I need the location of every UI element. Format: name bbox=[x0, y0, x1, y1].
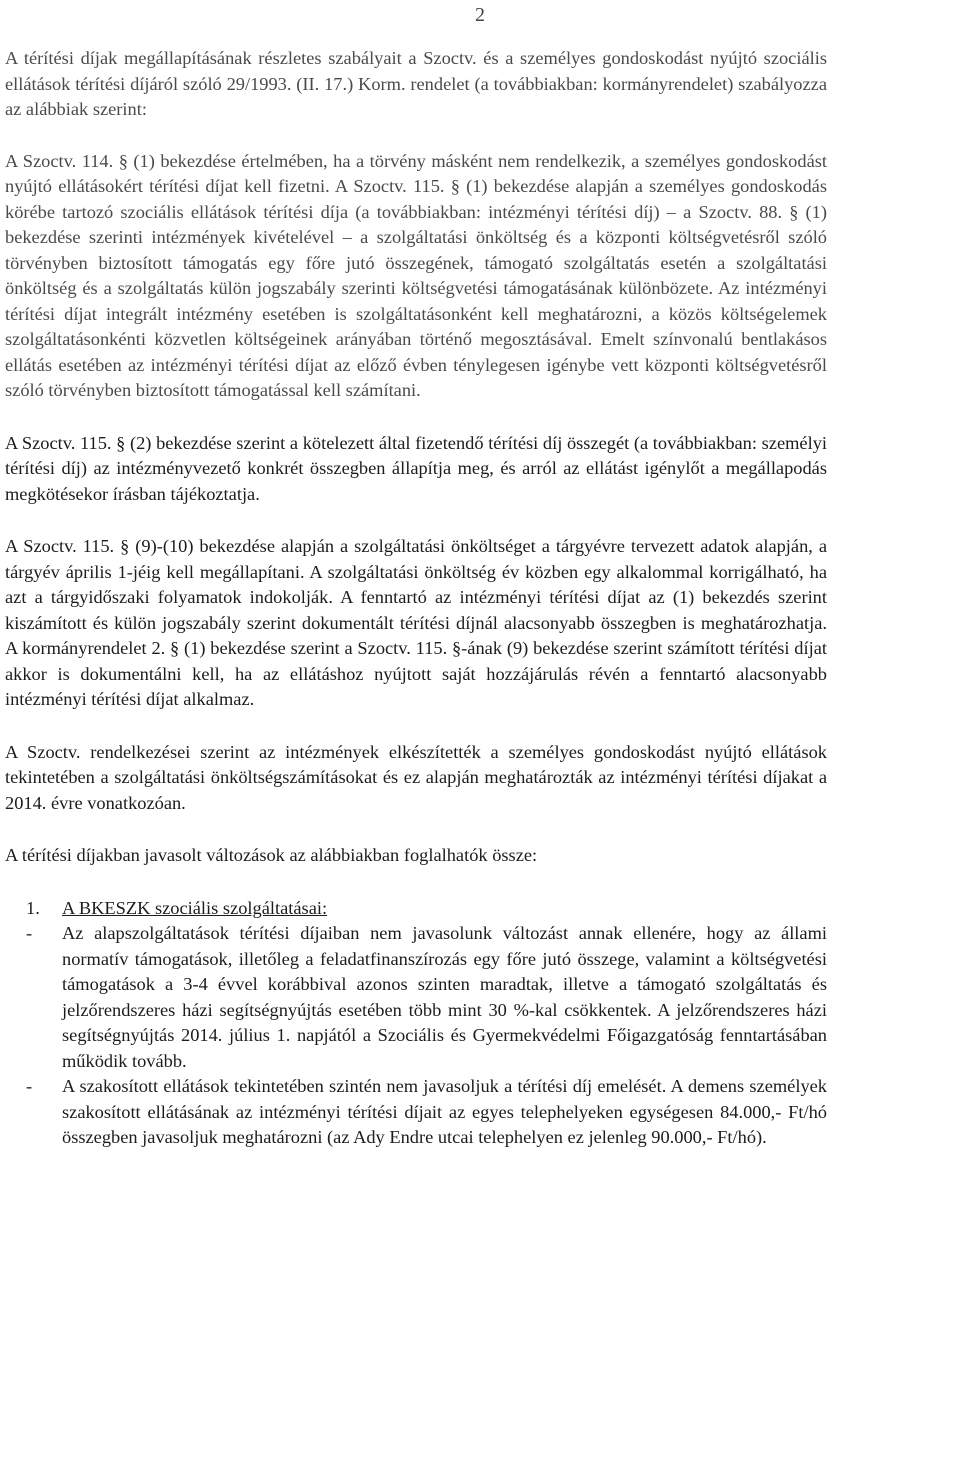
list-marker: - bbox=[26, 923, 33, 943]
document-body bbox=[5, 46, 827, 1151]
list-item-text: A szakosított ellátások tekintetében szintén nem javasoljuk a térítési díj emelését. A demens személyek szakosított ellátásának az intézményi térítési díjait az egyes telephelyeken egységesen 84.000,- Ft/hó összegben javasoljuk meghatározni (az Ady Endre utcai telephelyen ez jelenleg 90.000,- Ft/hó). bbox=[62, 1076, 827, 1147]
list-marker: - bbox=[26, 1076, 33, 1096]
paragraph-szoctv-115-2: A Szoctv. 115. § (2) bekezdése szerint a kötelezett által fizetendő térítési díj összegét (a továbbiakban: személyi térítési díj) az intézményvezető konkrét összegben állapítja meg, és arról az ellátást igénylőt a megállapodás megkötésekor írásban tájékoztatja. bbox=[5, 432, 827, 504]
paragraph-szoctv-115-9-10: A Szoctv. 115. § (9)-(10) bekezdése alapján a szolgáltatási önköltséget a tárgyévre tervezett adatok alapján, a tárgyév április 1-jéig kell megállapítani. A szolgáltatási önköltség év közben egy alkalommal korrigálható, ha azt a tárgyidőszaki folyamatok indokolják. A fenntartó az intézményi térítési díjat az (1) bekezdés szerint kiszámított és külön jogszabály szerint dokumentált térítési díjnál alacsonyabb összegben is meghatározhatja. A kormányrendelet 2. § (1) bekezdése szerint a Szoctv. 115. §-ának (9) bekezdése szerint számított térítési díjat akkor is dokumentálni kell, ha az ellátáshoz nyújtott saját hozzájárulás révén a fenntartó alacsonyabb intézményi térítési díjat alkalmaz. bbox=[5, 536, 827, 709]
list-item-szakositott bbox=[5, 1074, 827, 1151]
paragraph-onkoltseg: A Szoctv. rendelkezései szerint az intézmények elkészítették a személyes gondoskodást nyújtó ellátások tekintetében a szolgáltatási önköltségszámításokat és ez alapján meghatározták az intézményi térítési díjakat a 2014. évre vonatkozóan. bbox=[5, 741, 827, 813]
list-marker: 1. bbox=[26, 897, 40, 918]
list-heading: A BKESZK szociális szolgáltatásai: bbox=[62, 897, 328, 918]
paragraph-szoctv-114: A Szoctv. 114. § (1) bekezdése értelmében, ha a törvény másként nem rendelkezik, a személyes gondoskodást nyújtó ellátásokért térítési díjat kell fizetni. A Szoctv. 115. § (1) bekezdése alapján a személyes gondoskodás körébe tartozó szociális ellátások térítési díja (a továbbiakban: intézményi térítési díj) – a Szoctv. 88. § (1) bekezdése szerinti intézmények kivételével – a szolgáltatási önköltség és a központi költségvetésről szóló törvényben biztosított támogatás egy főre jutó összegének, támogató szolgáltatás esetén a szolgáltatási önköltség és a szolgáltatás külön jogszabály szerinti költségvetési támogatásának különbözete. Az intézményi térítési díjat integrált intézmény esetében is szolgáltatásonként kell meghatározni, a közös költségelemek szolgáltatásonkénti közvetlen költségeinek arányában történő megosztásával. Emelt színvonalú bentlakásos ellátás esetében az intézményi térítési díjat az előző évben ténylegesen igénybe vett központi költségvetésről szóló törvényben biztosított támogatással kell számítani. bbox=[5, 150, 827, 400]
list-item-alapszolgaltatasok bbox=[5, 921, 827, 1074]
page-number: 2 bbox=[475, 4, 485, 26]
list-item-text: Az alapszolgáltatások térítési díjaiban nem javasolunk változást annak ellenére, hogy az állami normatív támogatások, illetőleg a feladatfinanszírozás egy főre jutó összege, valamint a költségvetési támogatások a 3-4 évvel korábbival azonos szinten maradtak, illetve a támogató szolgáltatás és jelzőrendszeres házi segítségnyújtás esetében több mint 30 %-kal csökkentek. A jelzőrendszeres házi segítségnyújtás 2014. július 1. napjától a Szociális és Gyermekvédelmi Főigazgatóság fenntartásában működik tovább. bbox=[62, 923, 827, 1071]
paragraph-intro: A térítési díjak megállapításának részletes szabályait a Szoctv. és a személyes gondoskodást nyújtó szociális ellátások térítési díjáról szóló 29/1993. (II. 17.) Korm. rendelet (a továbbiakban: kormányrendelet) szabályozza az alábbiak szerint: bbox=[5, 48, 827, 119]
paragraph-summary-intro: A térítési díjakban javasolt változások az alábbiakban foglalhatók össze: bbox=[5, 845, 538, 865]
proposal-list bbox=[5, 896, 827, 1151]
list-item-bkeszk bbox=[5, 896, 827, 922]
